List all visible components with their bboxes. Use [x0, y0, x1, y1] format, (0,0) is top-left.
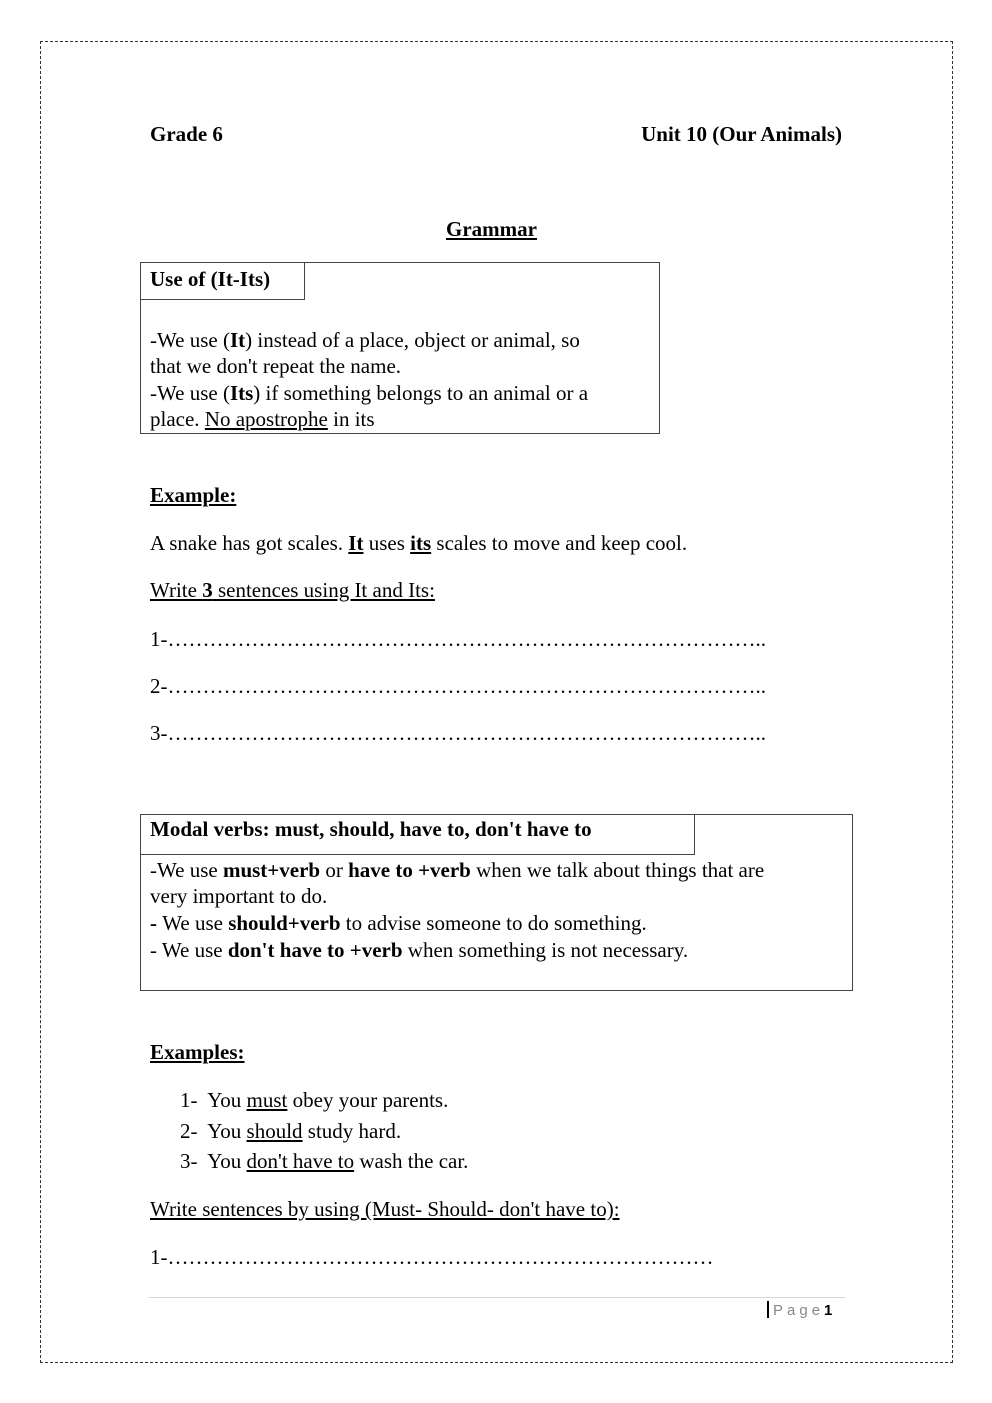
it-its-rule-line: place. No apostrophe in its — [150, 407, 375, 431]
example-item: 1- You must obey your parents. — [180, 1088, 449, 1112]
example-item: 3- You don't have to wash the car. — [180, 1149, 469, 1173]
modal-answer-line-1[interactable]: 1-…………………………………………………………………… — [150, 1245, 714, 1269]
page-number-value: 1 — [824, 1302, 833, 1319]
examples-heading: Examples: — [150, 1040, 245, 1064]
page-title: Grammar — [446, 217, 537, 241]
example-sentence: A snake has got scales. It uses its scales to move and keep cool. — [150, 531, 688, 555]
modal-rule-line: very important to do. — [150, 884, 328, 908]
modal-rule-line: -We use must+verb or have to +verb when we talk about things that are — [150, 858, 765, 882]
it-its-heading: Use of (It-Its) — [150, 267, 271, 291]
footer-bar — [767, 1301, 769, 1318]
modal-rule-line: - We use should+verb to advise someone to do something. — [150, 911, 647, 935]
it-its-rule-line: -We use (Its) if something belongs to an animal or a — [150, 381, 589, 405]
page-number — [767, 1301, 832, 1319]
grade-label: Grade 6 — [150, 122, 223, 146]
answer-line-1[interactable]: 1-………………………………………………………………………….. — [150, 627, 766, 651]
modal-task: Write sentences by using (Must- Should- don't have to): — [150, 1197, 620, 1221]
it-its-rule-line: -We use (It) instead of a place, object or animal, so — [150, 328, 580, 352]
example-item: 2- You should study hard. — [180, 1119, 402, 1143]
it-its-task: Write 3 sentences using It and Its: — [150, 578, 435, 602]
it-its-rule-line: that we don't repeat the name. — [150, 354, 402, 378]
unit-label: Unit 10 (Our Animals) — [641, 122, 842, 146]
answer-line-3[interactable]: 3-………………………………………………………………………….. — [150, 721, 766, 745]
modal-heading: Modal verbs: must, should, have to, don't have to — [150, 817, 592, 841]
page-label: Page — [773, 1302, 825, 1319]
answer-line-2[interactable]: 2-………………………………………………………………………….. — [150, 674, 766, 698]
example-heading: Example: — [150, 483, 237, 507]
modal-rule-line: - We use don't have to +verb when something is not necessary. — [150, 938, 689, 962]
footer-divider — [148, 1297, 845, 1298]
